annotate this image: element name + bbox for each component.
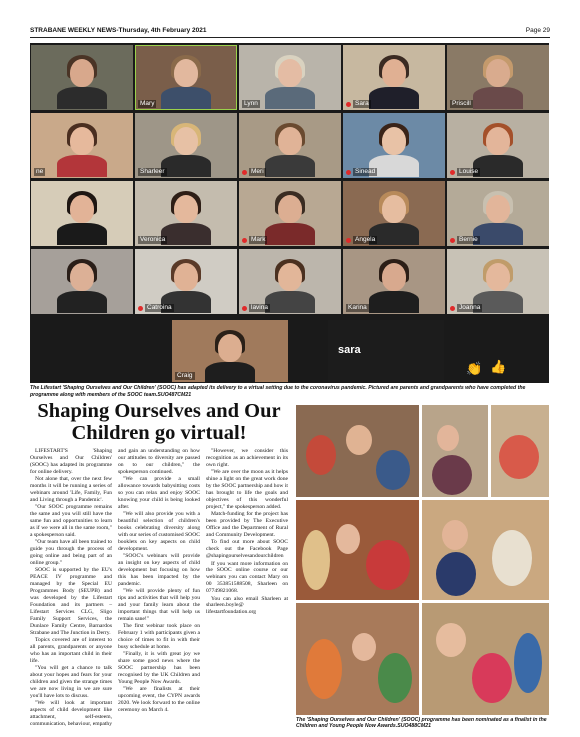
article-paragraph: "We are finalists at their upcoming event, the CYPN awards 2020. We look forward to the online ceremony on March 4. (118, 686, 200, 714)
participant-tile (172, 320, 288, 382)
clap-emoji-icon: 👏 (466, 361, 483, 376)
zoom-call-photo (30, 43, 549, 383)
article-paragraph: "We are over the moon as it helps shine a light on the great work done by the SOOC partnership and how it has brought to life the goals and objectives of this wonderful project," the spokesperson added. (206, 469, 288, 510)
participant-name: Joanna (459, 304, 481, 311)
sooc-collage-photo (296, 405, 549, 715)
participant-tile (343, 181, 445, 246)
article-paragraph: "We can provide a small allowance towards babysitting costs so you can relax and enjoy SOOC knowing your child is being looked after. (118, 476, 200, 510)
participant-tile (31, 181, 133, 246)
participant-name: Karina (348, 304, 367, 311)
muted-mic-icon (242, 306, 247, 311)
article-paragraph: "Our team have all been trained to guide you through the process of going online and being part of an online group." (30, 539, 112, 566)
collage-photo-craft (296, 603, 419, 715)
collage-photo-reading (422, 405, 488, 497)
participant-tile-camera-off (328, 320, 444, 382)
muted-mic-icon (242, 170, 247, 175)
participant-name: Bernie (459, 236, 478, 243)
collage-photo-classroom (296, 405, 419, 497)
participant-name: Veronica (140, 236, 166, 243)
participant-tile (343, 249, 445, 314)
muted-mic-icon (450, 306, 455, 311)
article-paragraph: To find out more about SOOC check out the Facebook Page @shapingourselvesandourchildren (206, 539, 288, 560)
participant-name: Craig (177, 372, 193, 379)
participant-tile (135, 113, 237, 178)
participant-name: ne (36, 168, 44, 175)
participant-tile (31, 45, 133, 110)
article-paragraph: Match-funding for the project has been provided by The Executive Office and the Department of Rural and Community Development. (206, 511, 288, 538)
participant-name: Sinead (355, 168, 376, 175)
collage-photo-family (491, 405, 549, 497)
muted-mic-icon (450, 238, 455, 243)
participant-tile (343, 113, 445, 178)
article-paragraph: Topics covered are of interest to all parents, grandparents or anyone who has an important child in their life. (30, 636, 112, 664)
article-paragraph: "Our SOOC programme remains the same and you will still have the same fun and opportunities to learn as if we were all in the same room," a spokesperson said. (30, 504, 112, 538)
participant-name: Meri (251, 168, 264, 175)
participant-tile (135, 181, 237, 246)
article-paragraph: "SOOC's webinars will provide an insight on key aspects of child development but focusing on how this has been impacted by the pandemic. (118, 553, 200, 587)
collage-caption: The 'Shaping Ourselves and Our Children' (SOOC) programme has been nominated as a finalist in the Children and Young People Now Awards.SUO488CM21 (296, 717, 547, 730)
article-paragraph: "We will provide plenty of fun tips and activities that will help you and your family learn about the important things that will help us remain sane!" (118, 588, 200, 622)
participant-tile (31, 249, 133, 314)
participant-name: Mary (140, 100, 155, 107)
participant-tile (239, 113, 341, 178)
masthead-date: STRABANE WEEKLY NEWS-Thursday, 4th February 2021 (30, 27, 207, 34)
article-paragraph: LIFESTART'S 'Shaping Ourselves and Our Children' (SOOC) has adapted its programme for online delivery. (30, 448, 112, 475)
muted-mic-icon (242, 238, 247, 243)
page-number: Page 29 (525, 27, 550, 34)
participant-tile (31, 113, 133, 178)
collage-photo-storytime (422, 500, 549, 600)
thumbs-up-emoji-icon: 👍 (490, 359, 507, 374)
photo-caption: The Lifestart 'Shaping Ourselves and Our Children' (SOOC) has adapted its delivery to a virtual setting due to the coronavirus pandemic. Pictured are parents and grandparents who have completed the programme along with members of the SOOC team.SUO487CM21 (30, 385, 526, 398)
participant-name: Sara (355, 100, 369, 107)
collage-photo-toys (422, 603, 549, 715)
article-paragraph: "You will get a chance to talk about your hopes and fears for your children and given the strange times we are now living in we are sure you'll have lots to discuss. (30, 665, 112, 699)
muted-mic-icon (346, 102, 351, 107)
participant-tile (135, 249, 237, 314)
participant-tile (135, 45, 237, 110)
muted-mic-icon (138, 306, 143, 311)
muted-mic-icon (450, 170, 455, 175)
participant-name: Sharleer (140, 168, 165, 175)
masthead-rule (30, 37, 550, 38)
participant-tile (343, 45, 445, 110)
participant-tile (447, 113, 549, 178)
article-body (30, 448, 288, 728)
participant-tile (447, 249, 549, 314)
camera-off-name: sara (338, 344, 361, 356)
article-paragraph: SOOC is supported by the EU's PEACE IV programme and managed by the Special EU Programmes Body (SEUPB) and was developed by the Lifestart Foundation and its partners – Lifestart Services CLG, Sligo Family Support Services, the Dunlace Family Centre, Barnardos Strabane and The Junction in Derry. (30, 567, 112, 636)
collage-photo-group (296, 500, 419, 600)
participant-name: lavina (251, 304, 268, 311)
participant-name: Catroina (147, 304, 172, 311)
participant-name: Louise (459, 168, 479, 175)
participant-tile (239, 249, 341, 314)
participant-tile (447, 45, 549, 110)
article-paragraph: "We will also provide you with a beautiful selection of children's books celebrating diversity along with our series of customised SOOC booklets on key aspects on child development. (118, 511, 200, 552)
participant-name: Priscill (452, 100, 471, 107)
article-paragraph: Not alone that, over the next few months it will be running a series of webinars around 'Life, Family, Fun and Living through a Pandemic'. (30, 476, 112, 503)
participant-tile (239, 181, 341, 246)
muted-mic-icon (346, 238, 351, 243)
article-paragraph: "Finally, it is with great joy we share some good news where the SOOC partnership has been recognised by the UK Children and Young People Now Awards. (118, 651, 200, 685)
article-paragraph: "We will look at important aspects of child development like attachment, self-esteem, communication, behaviour, empathy and gain an understanding on how our attitudes to diversity are passed on to our children," the spokesperson continued. (30, 448, 200, 727)
article-paragraph: You can also email Sharleen at sharleen.boyle@ lifestartfoundation.org (206, 595, 288, 616)
article-paragraph: "However, we consider this recognition as an achievement in its own right. (206, 448, 288, 468)
participant-name: Mark (251, 236, 266, 243)
article-paragraph: If you want more information on the SOOC online course or our webinars you can contact Mary on 00 353851588508, Sharleen on 07749821068. (206, 560, 288, 595)
article-paragraph: The first webinar took place on February 1 with participants given a choice of times to fit in with their busy schedule at home. (118, 623, 200, 650)
participant-name: Angela (355, 236, 376, 243)
muted-mic-icon (346, 170, 351, 175)
participant-tile (239, 45, 341, 110)
participant-name: Lynn (244, 100, 258, 107)
participant-tile (447, 181, 549, 246)
headline: Shaping Ourselves and Our Children go virtual! (37, 400, 281, 444)
